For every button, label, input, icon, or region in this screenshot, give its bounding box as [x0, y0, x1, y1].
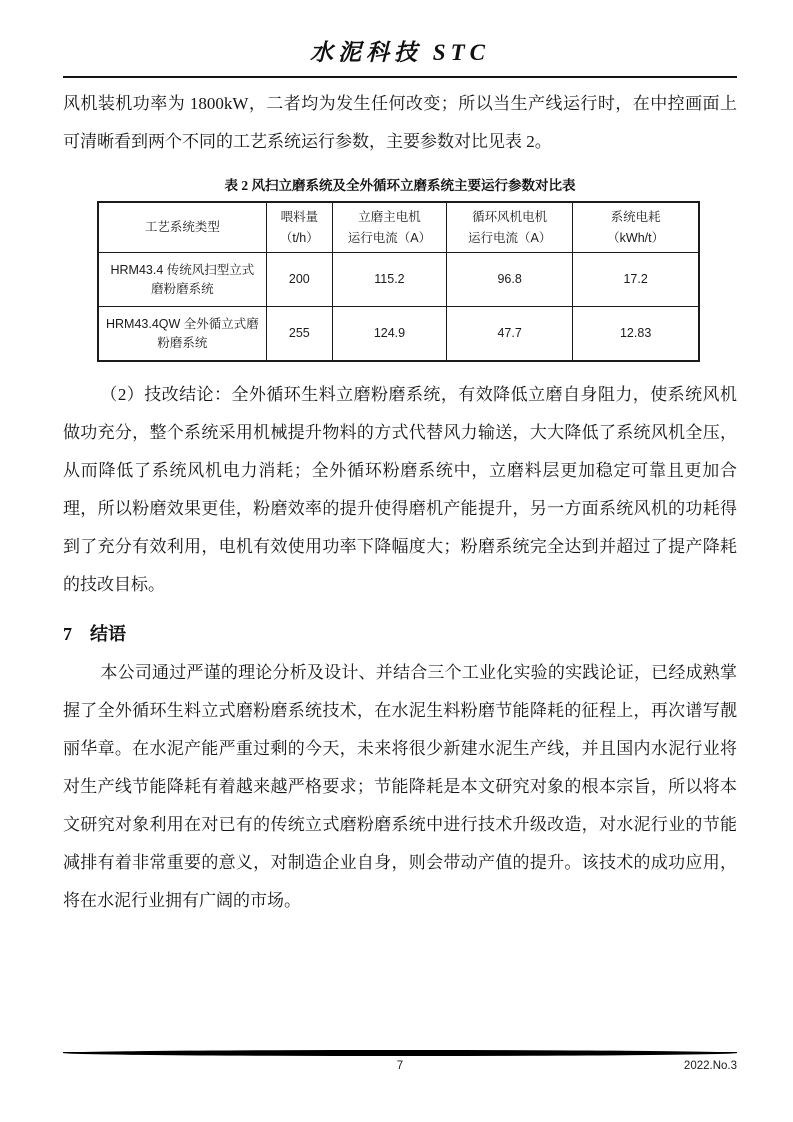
cell-fan-motor-current: 47.7 [447, 307, 573, 361]
footer-rule [63, 1050, 737, 1056]
cell-mill-motor-current: 124.9 [332, 307, 446, 361]
parameters-comparison-table [97, 201, 700, 362]
issue-number: 2022.No.3 [683, 1060, 737, 1072]
cell-power-consumption: 17.2 [573, 253, 699, 307]
header-rule [63, 76, 737, 78]
table-header-row [98, 202, 699, 253]
paragraph-continuation: 风机装机功率为 1800kW，二者均为发生任何改变；所以当生产线运行时，在中控画面上可清晰看到两个不同的工艺系统运行参数，主要参数对比见表 2。 [63, 94, 737, 151]
document-page [63, 0, 737, 1122]
cell-fan-motor-current: 96.8 [447, 253, 573, 307]
journal-title: 水泥科技 STC [310, 40, 490, 65]
cell-mill-motor-current: 115.2 [332, 253, 446, 307]
footer-row [63, 1060, 737, 1076]
journal-header [63, 0, 737, 78]
section-heading [63, 620, 737, 646]
page-footer [63, 1050, 737, 1076]
col-header-power-consumption: 系统电耗 （kWh/t） [573, 202, 699, 253]
section-number: 7 [63, 623, 72, 644]
col-header-feed-rate: 喂料量 （t/h） [266, 202, 332, 253]
footer-rule-lens-line [63, 1050, 737, 1056]
cell-feed-rate: 255 [266, 307, 332, 361]
table-row [98, 253, 699, 307]
page-number: 7 [396, 1060, 404, 1072]
cell-feed-rate: 200 [266, 253, 332, 307]
table-caption: 表 2 风扫立磨系统及全外循环立磨系统主要运行参数对比表 [224, 178, 576, 193]
table-row [98, 307, 699, 361]
col-header-fan-motor-current: 循环风机电机 运行电流（A） [447, 202, 573, 253]
paragraph-final: 本公司通过严谨的理论分析及设计、并结合三个工业化实验的实践论证，已经成熟掌握了全外循环生料立式磨粉磨系统技术，在水泥生料粉磨节能降耗的征程上，再次谱写靓丽华章。在水泥产能严重过剩的今天，未来将很少新建水泥生产线，并且国内水泥行业将对生产线节能降耗有着越来越严格要求；节能降耗是本文研究对象的根本宗旨，所以将本文研究对象利用在对已有的传统立式磨粉磨系统中进行技术升级改造，对水泥行业的节能减排有着非常重要的意义，对制造企业自身，则会带动产值的提升。该技术的成功应用，将在水泥行业拥有广阔的市场。 [63, 662, 737, 910]
col-header-mill-motor-current: 立磨主电机 运行电流（A） [332, 202, 446, 253]
col-header-system-type: 工艺系统类型 [98, 202, 266, 253]
cell-system-type: HRM43.4 传统风扫型立式磨粉磨系统 [98, 253, 266, 307]
section-title: 结语 [90, 623, 126, 644]
cell-power-consumption: 12.83 [573, 307, 699, 361]
cell-system-type: HRM43.4QW 全外循立式磨粉磨系统 [98, 307, 266, 361]
paragraph-conclusion-2: （2）技改结论：全外循环生料立磨粉磨系统，有效降低立磨自身阻力，使系统风机做功充分，整个系统采用机械提升物料的方式代替风力输送，大大降低了系统风机全压，从而降低了系统风机电力消耗；全外循环粉磨系统中，立磨料层更加稳定可靠且更加合理，所以粉磨效果更佳，粉磨效率的提升使得磨机产能提升，另一方面系统风机的功耗得到了充分有效利用，电机有效使用功率下降幅度大；粉磨系统完全达到并超过了提产降耗的技改目标。 [63, 384, 737, 594]
